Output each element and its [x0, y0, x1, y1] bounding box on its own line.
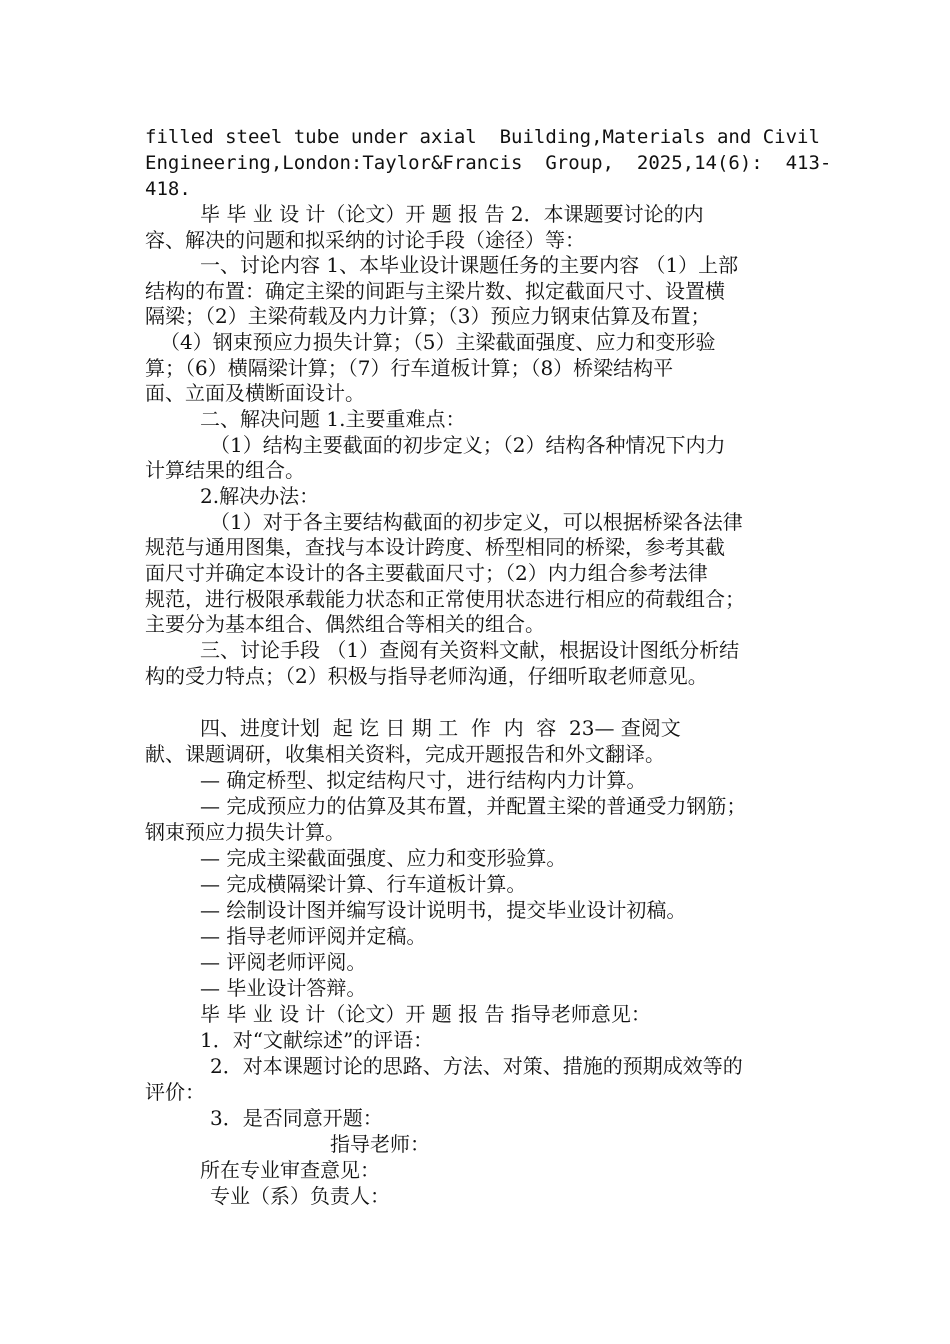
paragraph-line: 容、解决的问题和拟采纳的讨论手段（途径）等： [145, 228, 585, 252]
schedule-item: — 完成预应力的估算及其布置，并配置主梁的普通受力钢筋； [200, 794, 747, 818]
schedule-item: — 评阅老师评阅。 [200, 950, 367, 974]
paragraph-line: 计算结果的组合。 [145, 458, 305, 482]
paragraph-line: 规范与通用图集，查找与本设计跨度、桥型相同的桥梁，参考其截 [145, 535, 725, 559]
section-3-heading: 三、讨论手段 （1）查阅有关资料文献，根据设计图纸分析结 [200, 638, 740, 662]
schedule-item: — 指导老师评阅并定稿。 [200, 924, 427, 948]
paragraph-line: 面、立面及横断面设计。 [145, 381, 365, 405]
paragraph-line: （1）结构主要截面的初步定义；（2）结构各种情况下内力 [210, 433, 726, 457]
paragraph-line: 构的受力特点；（2）积极与指导老师沟通，仔细听取老师意见。 [145, 664, 708, 688]
subheading: 2.解决办法： [200, 484, 320, 508]
paragraph-line: 面尺寸并确定本设计的各主要截面尺寸；（2）内力组合参考法律 [145, 561, 708, 585]
paragraph-line: 评价： [145, 1080, 205, 1104]
paragraph-line: 钢束预应力损失计算。 [145, 820, 345, 844]
review-item: 3．是否同意开题： [210, 1106, 383, 1130]
schedule-item: — 完成主梁截面强度、应力和变形验算。 [200, 846, 567, 870]
paragraph-line: 规范，进行极限承载能力状态和正常使用状态进行相应的荷载组合； [145, 587, 745, 611]
section-2-heading: 二、解决问题 1.主要重难点： [200, 407, 466, 431]
advisor-signature-label: 指导老师： [330, 1132, 430, 1156]
paragraph-line: 献、课题调研，收集相关资料，完成开题报告和外文翻译。 [145, 742, 665, 766]
paragraph-line: 隔梁；（2）主梁荷载及内力计算；（3）预应力钢束估算及布置； [145, 304, 711, 328]
reference-line-2: Engineering,London:Taylor&Francis Group, 2025,14(6): 413- [145, 152, 832, 174]
department-head-label: 专业（系）负责人： [210, 1184, 390, 1208]
paragraph-line: （4）钢束预应力损失计算；（5）主梁截面强度、应力和变形验 [160, 330, 716, 354]
section-1-heading: 一、讨论内容 1、本毕业设计课题任务的主要内容 （1）上部 [200, 253, 739, 277]
reference-line-3: 418. [145, 178, 191, 200]
department-review-label: 所在专业审查意见： [200, 1158, 380, 1182]
report-heading-1: 毕 毕 业 设 计（论文）开 题 报 告 2．本课题要讨论的内 [200, 202, 704, 226]
schedule-item: — 完成横隔梁计算、行车道板计算。 [200, 872, 527, 896]
paragraph-line: 主要分为基本组合、偶然组合等相关的组合。 [145, 612, 545, 636]
schedule-item: — 确定桥型、拟定结构尺寸，进行结构内力计算。 [200, 768, 647, 792]
review-item: 2．对本课题讨论的思路、方法、对策、措施的预期成效等的 [210, 1054, 743, 1078]
paragraph-line: 算；（6）横隔梁计算；（7）行车道板计算；（8）桥梁结构平 [145, 356, 674, 380]
review-item: 1．对“文献综述”的评语： [200, 1028, 434, 1052]
paragraph-line: （1）对于各主要结构截面的初步定义，可以根据桥梁各法律 [210, 510, 743, 534]
schedule-item: — 绘制设计图并编写设计说明书，提交毕业设计初稿。 [200, 898, 687, 922]
reference-line-1: filled steel tube under axial Building,Materials and Civil [145, 126, 820, 148]
report-heading-2: 毕 毕 业 设 计（论文）开 题 报 告 指导老师意见： [200, 1002, 651, 1026]
paragraph-line: 结构的布置：确定主梁的间距与主梁片数、拟定截面尺寸、设置横 [145, 279, 725, 303]
schedule-item: — 毕业设计答辩。 [200, 976, 367, 1000]
section-4-heading: 四、进度计划 起 讫 日 期 工 作 内 容 23— 查阅文 [200, 716, 681, 740]
